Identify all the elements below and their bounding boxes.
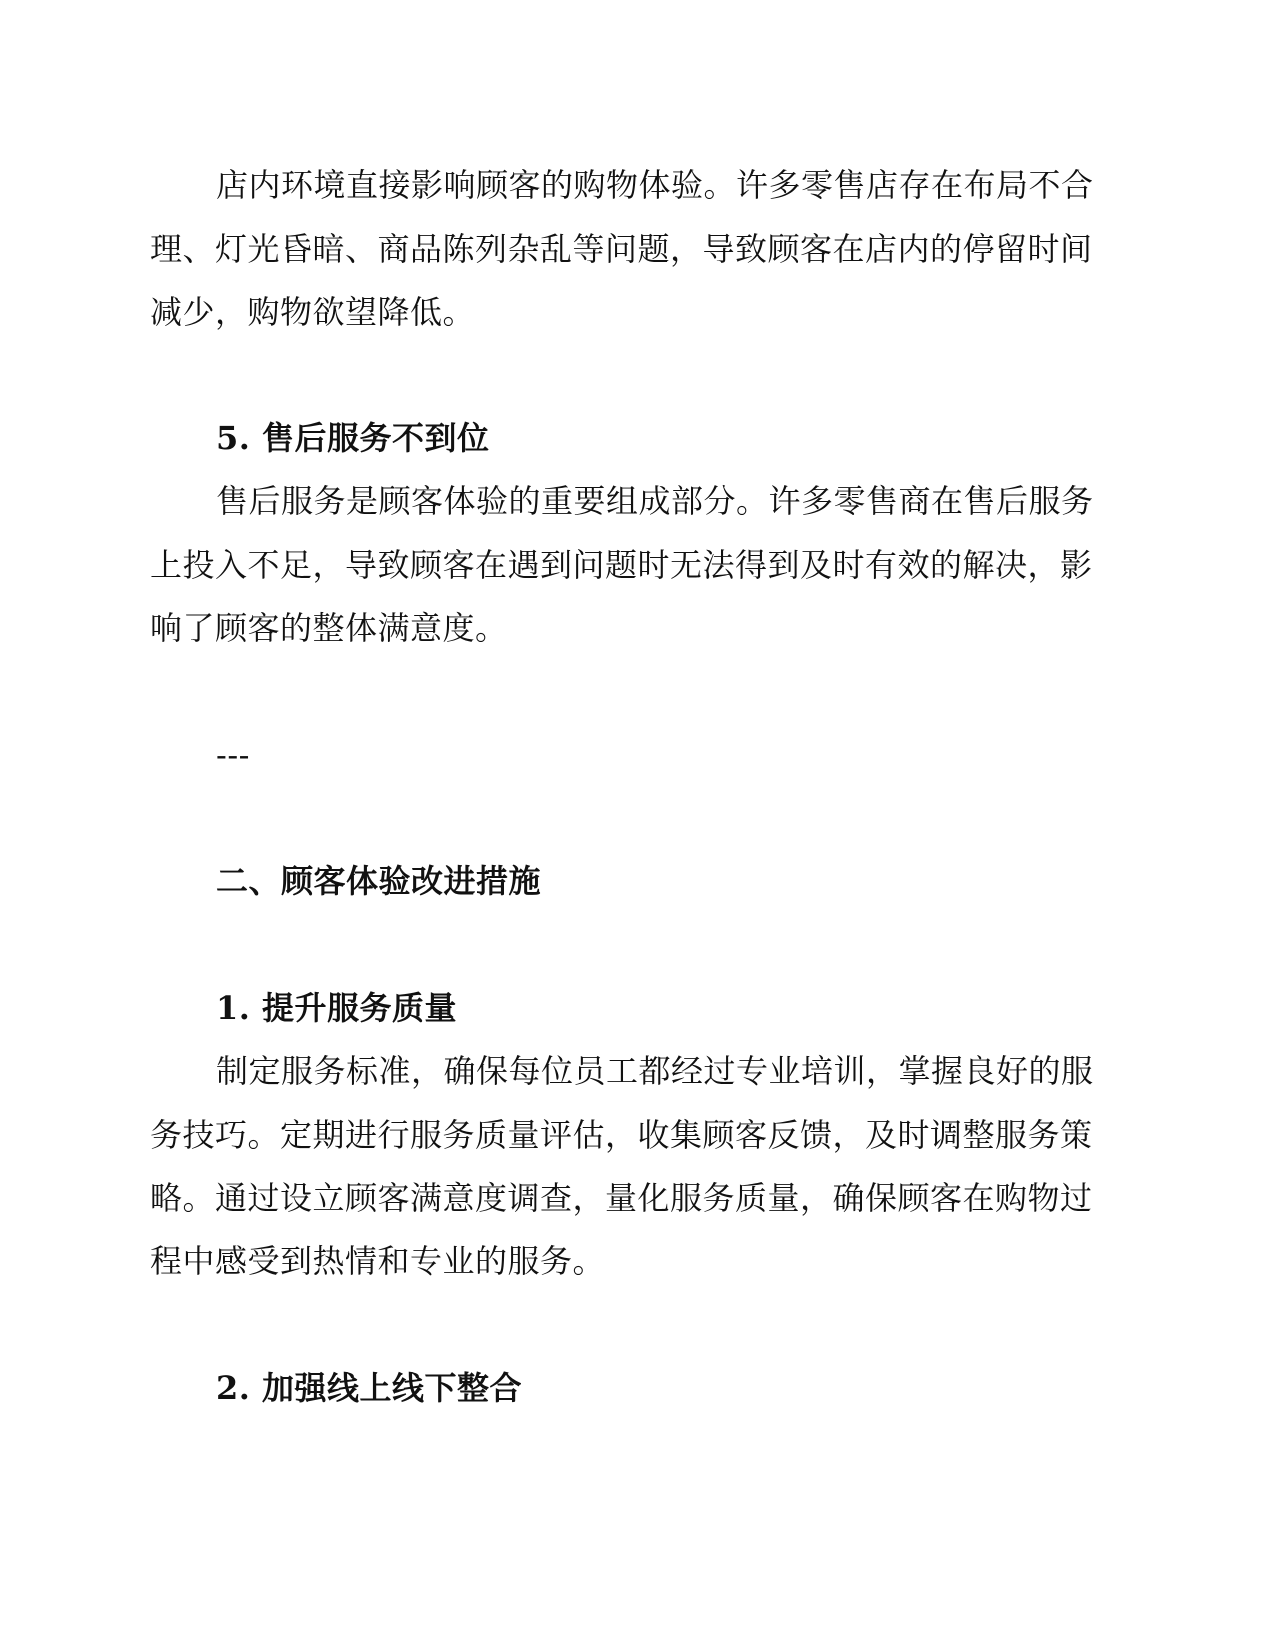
section-heading: 2. 加强线上线下整合: [216, 1369, 523, 1407]
chapter-heading: 二、顾客体验改进措施: [216, 862, 542, 900]
paragraph-line: 制定服务标准，确保每位员工都经过专业培训，掌握良好的服: [216, 1052, 1094, 1090]
section-heading: 5. 售后服务不到位: [216, 419, 490, 457]
paragraph-line: 售后服务是顾客体验的重要组成部分。许多零售商在售后服务: [216, 482, 1094, 520]
paragraph-line: 略。通过设立顾客满意度调查，量化服务质量，确保顾客在购物过: [150, 1179, 1093, 1217]
paragraph-line: 响了顾客的整体满意度。: [150, 609, 508, 647]
paragraph-line: 减少，购物欲望降低。: [150, 293, 476, 331]
paragraph-line: 店内环境直接影响顾客的购物体验。许多零售店存在布局不合: [216, 166, 1094, 204]
paragraph-line: 程中感受到热情和专业的服务。: [150, 1242, 606, 1280]
separator: ---: [216, 736, 250, 774]
paragraph-line: 上投入不足，导致顾客在遇到问题时无法得到及时有效的解决，影: [150, 546, 1093, 584]
paragraph-line: 务技巧。定期进行服务质量评估，收集顾客反馈，及时调整服务策: [150, 1116, 1093, 1154]
section-heading: 1. 提升服务质量: [216, 989, 458, 1027]
paragraph-line: 理、灯光昏暗、商品陈列杂乱等问题，导致顾客在店内的停留时间: [150, 230, 1093, 268]
